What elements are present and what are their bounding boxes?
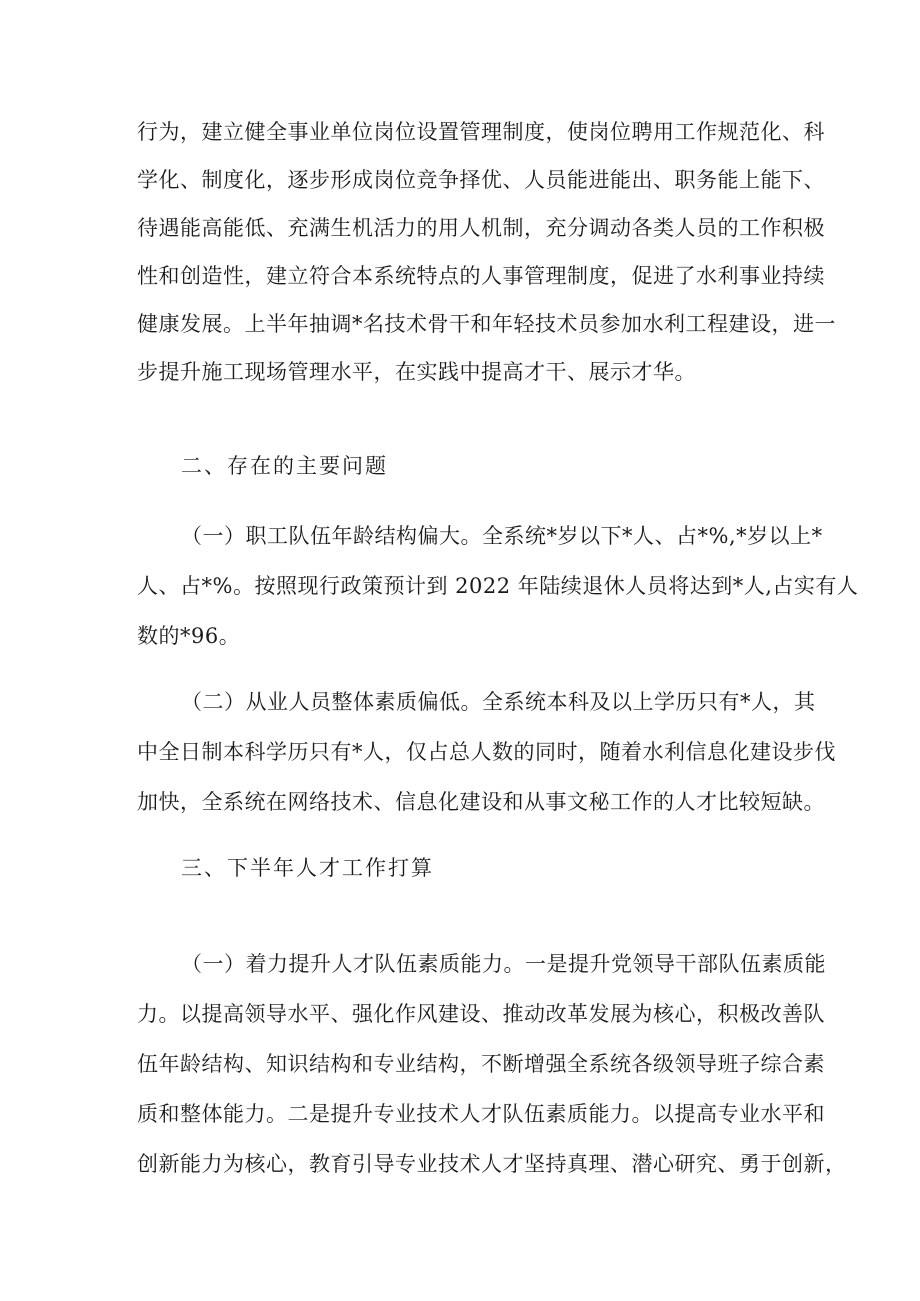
paragraph-line: （二）从业人员整体素质偏低。全系统本科及以上学历只有*人，其	[181, 690, 816, 714]
paragraph-line: 步提升施工现场管理水平，在实践中提高才干、展示才华。	[137, 360, 696, 384]
paragraph-line: 学化、制度化，逐步形成岗位竞争择优、人员能进能出、职务能上能下、	[137, 168, 825, 192]
paragraph-line: 创新能力为核心，教育引导专业技术人才坚持真理、潜心研究、勇于创新，	[137, 1152, 847, 1176]
paragraph-line: 健康发展。上半年抽调*名技术骨干和年轻技术员参加水利工程建设，进一	[137, 312, 836, 336]
paragraph-line: （一）职工队伍年龄结构偏大。全系统*岁以下*人、占*%,*岁以上*	[181, 524, 823, 548]
paragraph-line: 伍年龄结构、知识结构和专业结构，不断增强全系统各级领导班子综合素	[137, 1052, 825, 1076]
section-heading: 二、存在的主要问题	[181, 454, 388, 478]
paragraph-line: 中全日制本科学历只有*人，仅占总人数的同时，随着水利信息化建设步伐	[137, 740, 836, 764]
paragraph-line: 数的*96。	[137, 624, 241, 648]
paragraph-line: 行为，建立健全事业单位岗位设置管理制度，使岗位聘用工作规范化、科	[137, 120, 825, 144]
paragraph-line: 性和创造性，建立符合本系统特点的人事管理制度，促进了水利事业持续	[137, 264, 825, 288]
paragraph-line: 人、占*%。按照现行政策预计到 2022 年陆续退休人员将达到*人,占实有人	[137, 574, 859, 598]
paragraph-line: 加快，全系统在网络技术、信息化建设和从事文秘工作的人才比较短缺。	[137, 790, 825, 814]
paragraph-line: （一）着力提升人才队伍素质能力。一是提升党领导干部队伍素质能	[181, 952, 826, 976]
paragraph-line: 质和整体能力。二是提升专业技术人才队伍素质能力。以提高专业水平和	[137, 1102, 825, 1126]
paragraph-line: 待遇能高能低、充满生机活力的用人机制，充分调动各类人员的工作积极	[137, 216, 825, 240]
section-heading: 三、下半年人才工作打算	[181, 856, 434, 880]
paragraph-line: 力。以提高领导水平、强化作风建设、推动改革发展为核心，积极改善队	[137, 1002, 825, 1026]
